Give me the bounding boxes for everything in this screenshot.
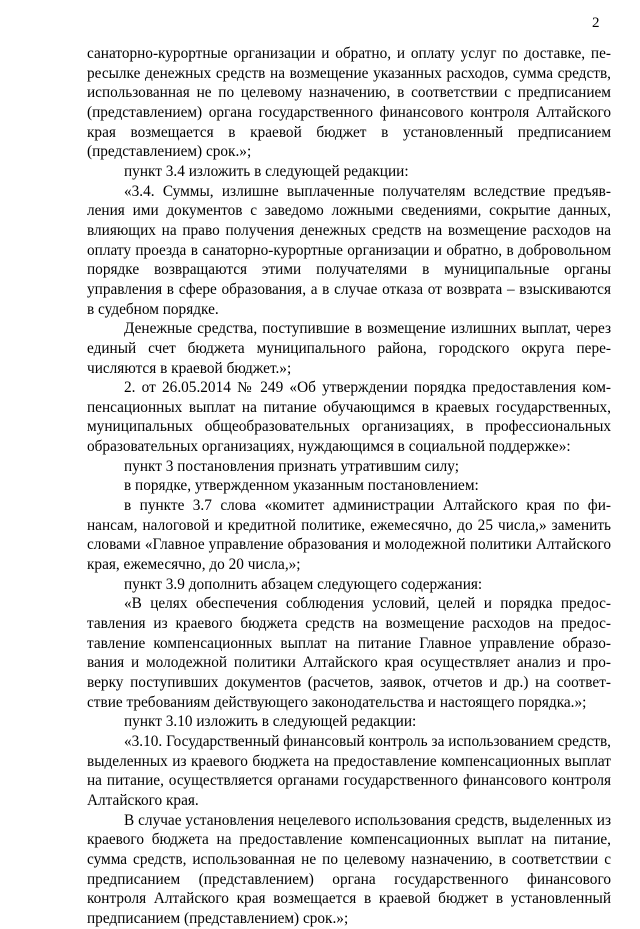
paragraph-9: пункт 3.9 дополнить абзацем следующего содержания: bbox=[124, 575, 483, 593]
paragraph-2: пункт 3.4 изложить в следующей редакции: bbox=[124, 162, 409, 180]
paragraph-7: в порядке, утвержденном указанным постановлением: bbox=[124, 477, 479, 495]
page-number: 2 bbox=[592, 15, 600, 31]
paragraph-3: «3.4. Суммы, излишне выплаченные получателям вследствие предъявления ими документов с заведомо ложными сведениями, сокрытие данных, влияющих на право получения денежных средств на возмещение расходов на оплату проезда в санаторно-курортные организации и обратно, в добровольном порядке возвращаются этими получателями в муниципальные органы управления в сфере образования, а в случае отказа от возврата – взыскиваются в судебном порядке. bbox=[87, 182, 611, 318]
document-body bbox=[87, 44, 611, 929]
paragraph-12: «3.10. Государственный финансовый контроль за использованием средств, выделенных из краевого бюджета на предоставление компенсационных выплат на питание, осуществляется органами государственного финансового контроля Алтайского края. bbox=[87, 732, 611, 809]
paragraph-13: В случае установления нецелевого использования средств, выделенных из краевого бюджета на предоставление компенсационных выплат на питание, сумма средств, использованная не по целевому назначению, в соответствии с предписанием (представлением) органа государственного финансового контроля Алтайского края возмещается в краевой бюджет в установленный предписанием (представлением) срок.»; bbox=[87, 811, 611, 927]
paragraph-5: 2. от 26.05.2014 № 249 «Об утверждении порядка предоставления компенсационных выплат на питание обучающимся в краевых государственных, муниципальных общеобразовательных организациях, в профессиональных образовательных организациях, нуждающимся в социальной поддержке»: bbox=[87, 379, 611, 456]
paragraph-4: Денежные средства, поступившие в возмещение излишних выплат, через единый счет бюджета муниципального района, городского округа перечисляются в краевой бюджет.»; bbox=[87, 320, 611, 377]
paragraph-10: «В целях обеспечения соблюдения условий, целей и порядка предоставления из краевого бюджета средств на возмещение расходов на предоставление компенсационных выплат на питание Главное управление образования и молодежной политики Алтайского края осуществляет анализ и проверку поступивших документов (расчетов, заявок, отчетов и др.) на соответствие требованиям действующего законодательства и настоящего порядка.»; bbox=[87, 595, 611, 711]
paragraph-1: санаторно-курортные организации и обратно, и оплату услуг по доставке, пересылке денежных средств на возмещение указанных расходов, сумма средств, использованная не по целевому назначению, в соответствии с предписанием (представлением) органа государственного финансового контроля Алтайского края возмещается в краевой бюджет в установленный предписанием (представлением) срок.»; bbox=[87, 45, 611, 161]
paragraph-6: пункт 3 постановления признать утратившим силу; bbox=[124, 457, 459, 475]
paragraph-11: пункт 3.10 изложить в следующей редакции: bbox=[124, 713, 417, 731]
paragraph-8: в пункте 3.7 слова «комитет администрации Алтайского края по финансам, налоговой и кредитной политике, ежемесячно, до 25 числа,» заменить словами «Главное управление образования и молодежной политики Алтайского края, ежемесячно, до 20 числа,»; bbox=[87, 497, 611, 574]
